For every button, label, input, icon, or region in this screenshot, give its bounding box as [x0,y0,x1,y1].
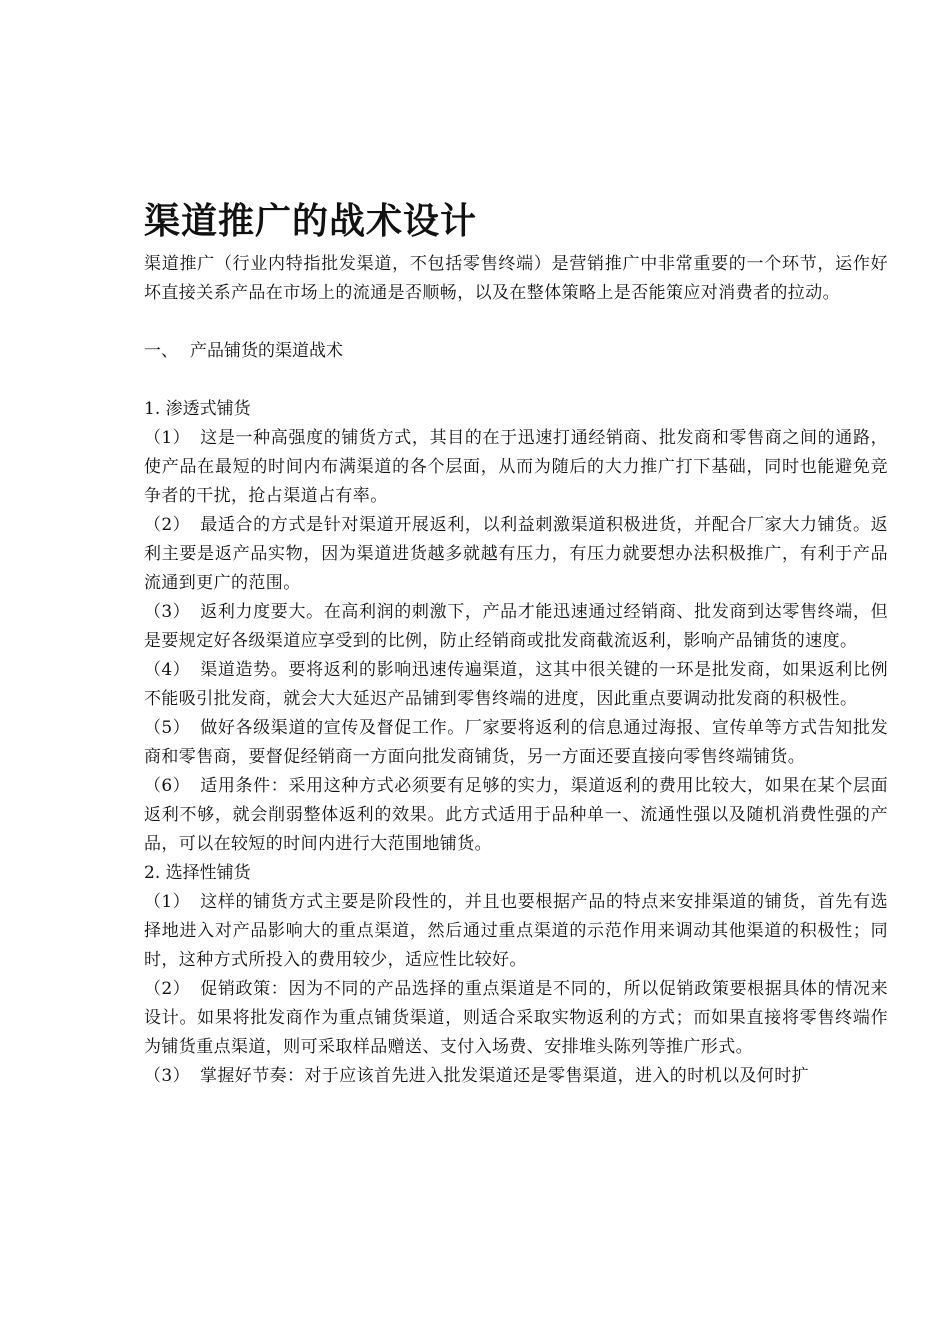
list-item [144,511,888,598]
item-text: 促销政策：因为不同的产品选择的重点渠道是不同的，所以促销政策要根据具体的情况来设计。如果将批发商作为重点铺货渠道，则适合采取实物返利的方式；而如果直接将零售终端作为铺货重点渠道，则可采取样品赠送、支付入场费、安排堆头陈列等推广形式。 [144,979,888,1057]
item-text: 做好各级渠道的宣传及督促工作。厂家要将返利的信息通过海报、宣传单等方式告知批发商和零售商，要督促经销商一方面向批发商铺货，另一方面还要直接向零售终端铺货。 [144,718,888,767]
section-heading [144,337,888,366]
item-marker: （1） [144,428,191,448]
item-marker: （6） [144,776,191,796]
list-item [144,424,888,511]
document-title: 渠道推广的战术设计 [144,201,478,242]
item-marker: （2） [144,515,191,535]
item-text: 渠道造势。要将返利的影响迅速传遍渠道，这其中很关键的一环是批发商，如果返利比例不能吸引批发商，就会大大延迟产品铺到零售终端的进度，因此重点要调动批发商的积极性。 [144,660,888,709]
section-title: 产品铺货的渠道战术 [190,341,343,361]
subsection-heading-1: 1. 渗透式铺货 [144,399,251,419]
item-marker: （5） [144,718,191,738]
list-item [144,1062,888,1091]
list-item [144,772,888,859]
item-text: 适用条件：采用这种方式必须要有足够的实力，渠道返利的费用比较大，如果在某个层面返利不够，就会削弱整体返利的效果。此方式适用于品种单一、流通性强以及随机消费性强的产品，可以在较短的时间内进行大范围地铺货。 [144,776,888,854]
item-marker: （3） [144,602,191,622]
list-item [144,598,888,656]
list-item [144,888,888,975]
item-text: 这样的铺货方式主要是阶段性的，并且也要根据产品的特点来安排渠道的铺货，首先有选择地进入对产品影响大的重点渠道，然后通过重点渠道的示范作用来调动其他渠道的积极性；同时，这种方式所投入的费用较少，适应性比较好。 [144,892,888,970]
intro-paragraph: 渠道推广（行业内特指批发渠道，不包括零售终端）是营销推广中非常重要的一个环节，运作好坏直接关系产品在市场上的流通是否顺畅，以及在整体策略上是否能策应对消费者的拉动。 [144,254,888,303]
item-marker: （4） [144,660,191,680]
subsection-heading-2: 2. 选择性铺货 [144,863,251,883]
item-text: 返利力度要大。在高利润的刺激下，产品才能迅速通过经销商、批发商到达零售终端，但是要规定好各级渠道应享受到的比例，防止经销商或批发商截流返利，影响产品铺货的速度。 [144,602,888,651]
list-item [144,975,888,1062]
item-text: 最适合的方式是针对渠道开展返利，以利益刺激渠道积极进货，并配合厂家大力铺货。返利主要是返产品实物，因为渠道进货越多就越有压力，有压力就要想办法积极推广，有利于产品流通到更广的范围。 [144,515,888,593]
item-text: 掌握好节奏：对于应该首先进入批发渠道还是零售渠道，进入的时机以及何时扩 [200,1066,809,1086]
blank-line [144,366,888,395]
list-item [144,656,888,714]
item-marker: （1） [144,892,191,912]
item-text: 这是一种高强度的铺货方式，其目的在于迅速打通经销商、批发商和零售商之间的通路，使产品在最短的时间内布满渠道的各个层面，从而为随后的大力推广打下基础，同时也能避免竞争者的干扰，抢占渠道占有率。 [144,428,888,506]
blank-line [144,308,888,337]
list-item [144,714,888,772]
document-page [144,196,888,1091]
item-marker: （2） [144,979,191,999]
section-number: 一、 [144,341,178,361]
item-marker: （3） [144,1066,191,1086]
